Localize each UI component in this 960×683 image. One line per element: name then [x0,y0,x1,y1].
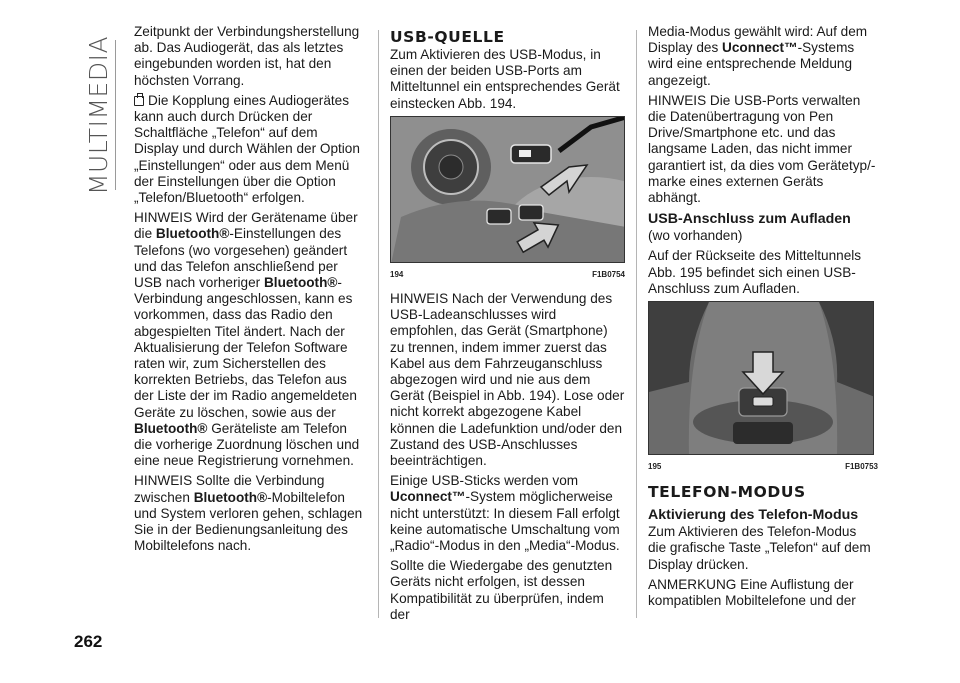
paragraph: Auf der Rückseite des Mitteltunnels Abb. 195 befindet sich einen USB-Anschluss zum Aufladen. [648,248,862,296]
section-title-telefon: TELEFON-MODUS [648,483,806,502]
usb-ports-illustration [391,117,625,263]
column-2 [390,24,625,627]
figure-194-usb-ports [390,116,625,263]
figure-194-caption: 194 F1B0754 [390,269,625,279]
charging-port-illustration [649,302,874,455]
hinweis-paragraph-2: HINWEIS Sollte die Verbindung zwischen Bluetooth®-Mobiltelefon und System verloren gehen, schlagen Sie in der Bedienungsanleitung des Mobiltelefons nach. [134,473,363,554]
paragraph: Einige USB-Sticks werden vom Uconnect™-System möglicherweise nicht unterstützt: In diesem Fall erfolgt keine automatische Umschaltung vom „Radio“-Modus in den „Media“-Modus. [390,473,620,554]
page-number: 262 [74,632,103,651]
side-title-rule [115,40,116,190]
paragraph: Zeitpunkt der Verbindungsherstellung ab. Das Audiogerät, das als letztes eingebunden worden ist, hat den höchsten Vorrang. [134,24,360,88]
hinweis-paragraph: HINWEIS Nach der Verwendung des USB-Ladeanschlusses wird empfohlen, das Gerät (Smartphone) zu trennen, indem immer zuerst das Kabel aus dem Fahrzeuganschluss abgezogen wird und nie aus dem Gerät (Beispiel in Abb. 194). Lose oder nicht korrekt abgezogene Kabel können die Ladefunktion und/oder den Zustand des USB-Anschlusses beeinträchtigen. [390,291,625,469]
column-1 [134,24,364,559]
column-divider [378,30,379,618]
hinweis-paragraph: HINWEIS Die USB-Ports verwalten die Datenübertragung von Pen Drive/Smartphone etc. und das langsame Laden, das nicht immer garantiert ist, da dies vom Gerätetyp/-marke eines externen Geräts abhängt. [648,92,876,206]
section-title-usb: USB-QUELLE [390,28,505,46]
availability-note: (wo vorhanden) [648,228,743,244]
hinweis-paragraph: HINWEIS Wird der Gerätename über die Bluetooth®-Einstellungen des Telefons (wo vorgesehen) geändert und das Telefon anschließend per USB nach vorheriger Bluetooth®-Verbindung angeschlossen, kann es vorkommen, dass das Radio den abgespielten Titel ändert. Nach der Aktualisierung der Telefon Software raten wir, zum Sicherstellen des korrekten Betriebs, das Telefon aus der Liste der im Radio angemeldeten Geräte zu löschen, sowie aus der Bluetooth® Geräteliste am Telefon die vorherige Zuordnung löschen und eine neue Registrierung vornehmen. [134,210,360,469]
anmerkung-paragraph: ANMERKUNG Eine Auflistung der kompatiblen Mobiltelefone und der [648,576,856,609]
note-icon [134,96,144,106]
column-divider [636,30,637,618]
figure-195-caption: 195 F1B0753 [648,462,878,472]
note-paragraph: Die Kopplung eines Audiogerätes kann auch durch Drücken der Schaltfläche „Telefon“ auf dem Display und durch Wählen der Option „Einstellungen“ oder aus dem Menü der Einstellungen über die Option „Telefon/Bluetooth“ erfolgen. [134,92,360,206]
paragraph: Zum Aktivieren des USB-Modus, in einen der beiden USB-Ports am Mitteltunnel ein entsprechendes Gerät einstecken Abb. 194. [390,47,620,111]
section-side-title: MULTIMEDIA [84,35,114,195]
figure-195-charging-port [648,301,874,455]
paragraph: Media-Modus gewählt wird: Auf dem Display des Uconnect™-Systems wird eine entsprechende Meldung angezeigt. [648,24,868,88]
column-3 [648,24,878,613]
subsection-title-charging: USB-Anschluss zum Aufladen [648,211,851,228]
paragraph: Zum Aktivieren des Telefon-Modus die grafische Taste „Telefon“ auf dem Display drücken. [648,524,871,572]
subsection-title-activation: Aktivierung des Telefon-Modus [648,507,859,524]
paragraph: Sollte die Wiedergabe des genutzten Geräts nicht erfolgen, ist dessen Kompatibilität zu überprüfen, indem der [390,558,613,622]
